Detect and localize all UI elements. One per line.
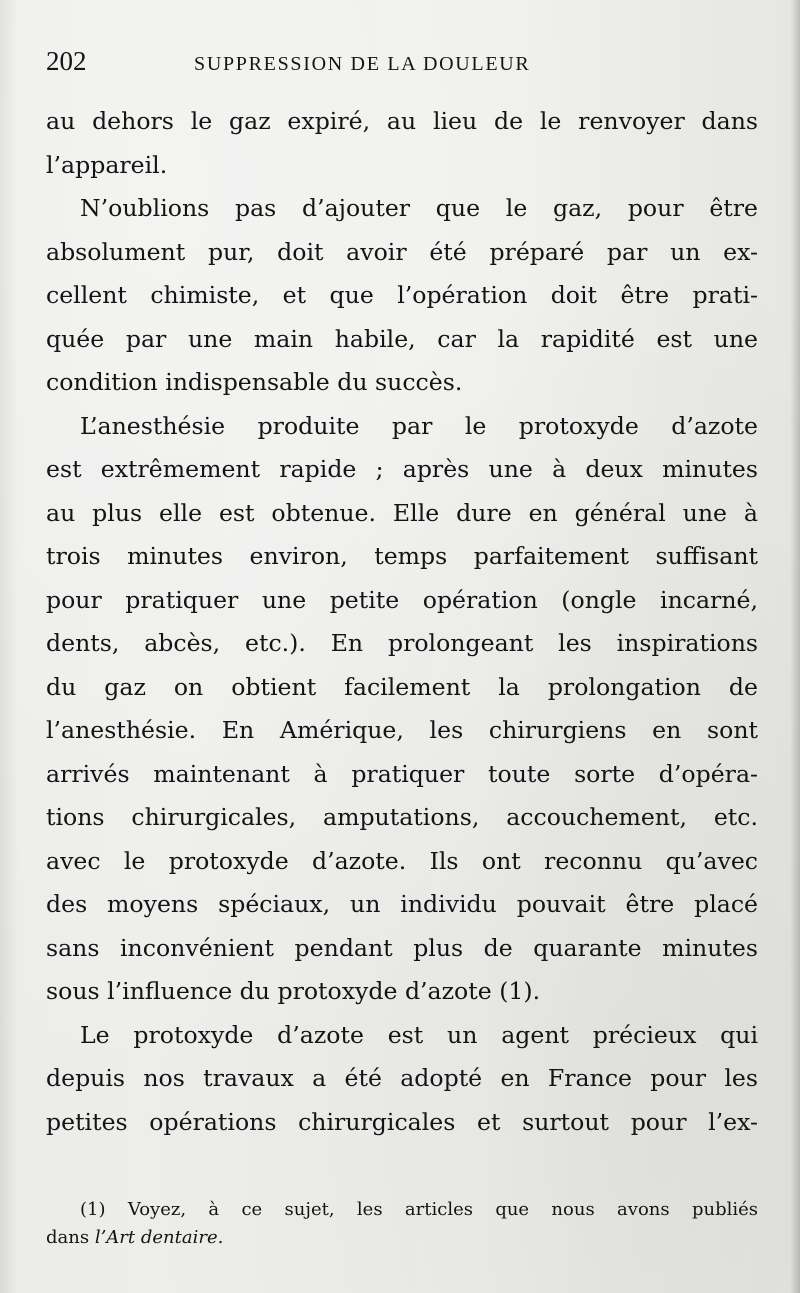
text-line: l’appareil. — [46, 150, 168, 179]
text-line: est extrêmement rapide ; après une à deux minutes — [46, 455, 758, 483]
text-line: cellent chimiste, et que l’opération doit être prati- — [46, 281, 758, 309]
paragraph-start-line: Le protoxyde d’azote est un agent précieux qui — [80, 1020, 758, 1049]
page-edge-shadow — [790, 0, 800, 1293]
text-line: des moyens spéciaux, un individu pouvait être placé — [46, 890, 758, 918]
footnote — [46, 1196, 758, 1252]
text-line: depuis nos travaux a été adopté en France pour les — [46, 1064, 758, 1092]
paragraph-start-line: L’anesthésie produite par le protoxyde d’azote — [80, 411, 758, 440]
text-line: absolument pur, doit avoir été préparé par un ex- — [46, 237, 758, 266]
text-line: du gaz on obtient facilement la prolongation de — [46, 672, 758, 701]
text-line: trois minutes environ, temps parfaitement suffisant — [46, 542, 758, 570]
text-line: avec le protoxyde d’azote. Ils ont reconnu qu’avec — [46, 846, 758, 875]
text-line: tions chirurgicales, amputations, accouchement, etc. — [46, 803, 758, 831]
text-line: au plus elle est obtenue. Elle dure en général une à — [46, 498, 758, 527]
text-line: dents, abcès, etc.). En prolongeant les inspirations — [46, 629, 758, 657]
paragraph-start-line: N’oublions pas d’ajouter que le gaz, pour être — [80, 194, 758, 222]
footnote-line — [46, 1224, 758, 1252]
body-text — [46, 100, 758, 1144]
text-line: au dehors le gaz expiré, au lieu de le renvoyer dans — [46, 107, 758, 135]
footnote-line: (1) Voyez, à ce sujet, les articles que nous avons publiés — [80, 1199, 758, 1220]
text-line: pour pratiquer une petite opération (ongle incarné, — [46, 585, 758, 614]
running-head: SUPPRESSION DE LA DOULEUR — [194, 53, 531, 75]
text-line: condition indispensable du succès. — [46, 368, 463, 396]
page-number: 202 — [46, 46, 87, 76]
text-line: arrivés maintenant à pratiquer toute sorte d’opéra- — [46, 759, 758, 788]
text-line: sans inconvénient pendant plus de quarante minutes — [46, 933, 758, 962]
text-line: sous l’influence du protoxyde d’azote (1). — [46, 977, 541, 1005]
text-line: petites opérations chirurgicales et surtout pour l’ex- — [46, 1107, 758, 1136]
text-line: quée par une main habile, car la rapidité est une — [46, 324, 758, 353]
footnote-text: dans — [46, 1227, 95, 1248]
text-line: l’anesthésie. En Amérique, les chirurgiens en sont — [46, 716, 758, 744]
page-header — [46, 46, 758, 86]
footnote-journal-title: l’Art dentaire. — [94, 1227, 224, 1248]
